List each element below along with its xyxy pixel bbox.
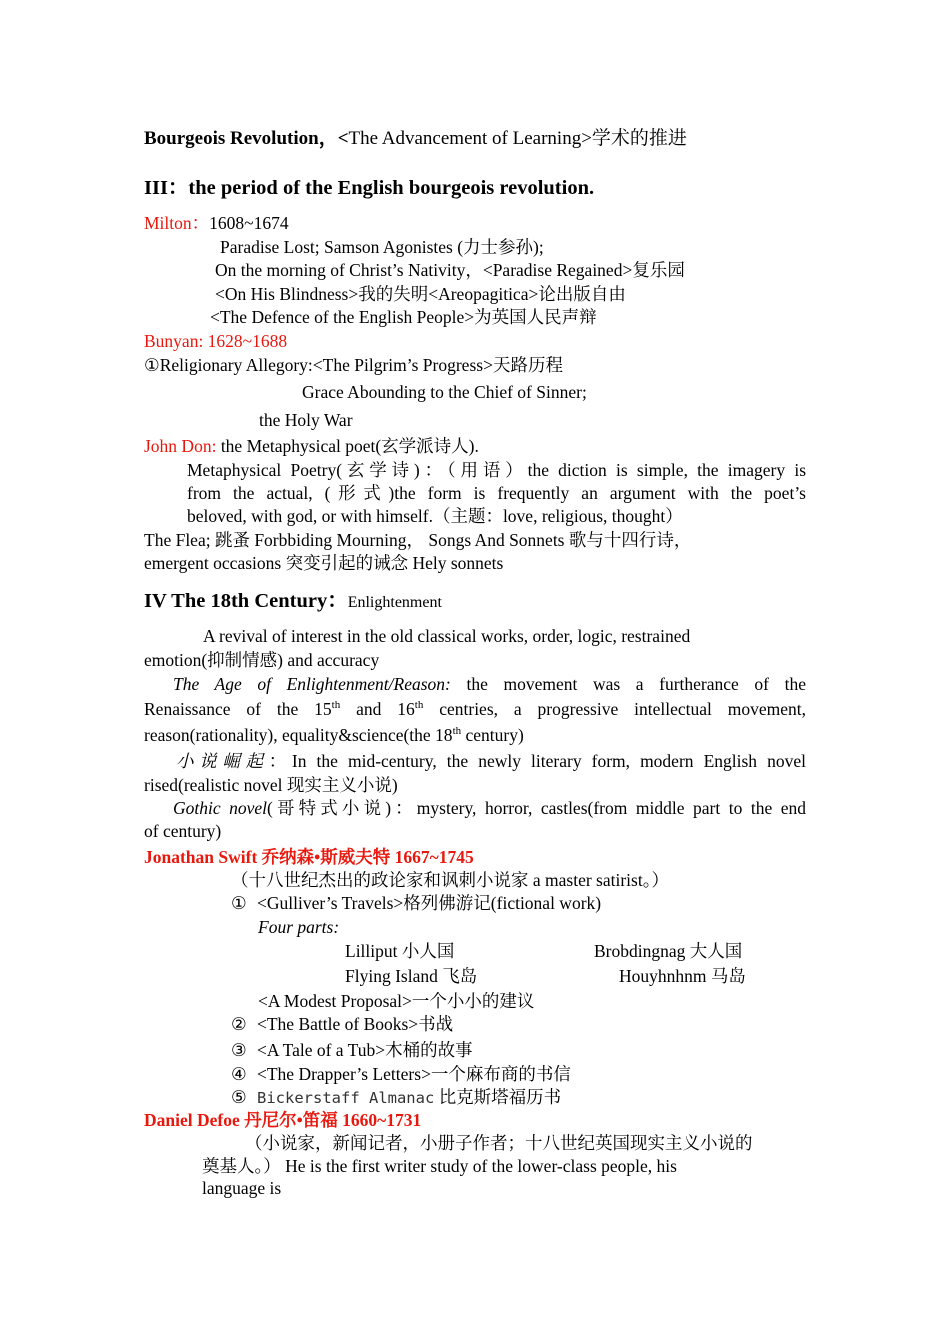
- ren-c: centries, a progressive intellectual movement,: [423, 699, 807, 719]
- bunyan-line-3: the Holy War: [259, 410, 353, 430]
- ren-a: Renaissance of the 15: [144, 699, 332, 719]
- donne-works-line-1: The Flea; 跳蚤 Forbbiding Mourning， Songs And Sonnets 歌与十四行诗，: [144, 530, 692, 550]
- donne-entry: [144, 435, 479, 457]
- bunyan-line-2: Grace Abounding to the Chief of Sinner;: [302, 382, 587, 402]
- milton-line-4: <The Defence of the English People>为英国人民声辩: [210, 307, 597, 327]
- work-title-5-cn: 比克斯塔福历书: [434, 1087, 562, 1107]
- novel-line-1: [176, 750, 806, 772]
- heading-bold: Bourgeois Revolution，<: [144, 128, 349, 149]
- swift-work-2: [231, 1013, 453, 1035]
- milton-label: Milton：: [144, 213, 210, 233]
- swift-work-1: [231, 892, 601, 914]
- novel-line-2: rised(realistic novel 现实主义小说): [144, 775, 398, 795]
- defoe-line-1: （小说家，新闻记者，小册子作者；十八世纪英国现实主义小说的: [245, 1133, 753, 1153]
- milton-years: 1608~1674: [209, 213, 289, 233]
- ren-b: and 16: [340, 699, 415, 719]
- section-heading-iii: III：the period of the English bourgeois revolution.: [144, 177, 595, 199]
- milton-line-1: Paradise Lost; Samson Agonistes (力士参孙);: [220, 237, 544, 257]
- four-parts: Four parts:: [258, 917, 340, 937]
- part-flying-island: Flying Island 飞岛: [345, 966, 478, 986]
- bunyan-label: Bunyan: 1628~1688: [144, 331, 288, 351]
- heading-bourgeois-revolution: [144, 128, 687, 150]
- heading-rest: The Advancement of Learning>学术的推进: [348, 128, 687, 149]
- defoe-line-3: language is: [202, 1178, 282, 1198]
- donne-intro: the Metaphysical poet(玄学派诗人).: [216, 436, 479, 456]
- enlight-line-2: emotion(抑制情感) and accuracy: [144, 650, 380, 670]
- renaissance-line: [144, 698, 806, 720]
- donne-para-line-3: beloved, with god, or with himself.（主题：love, religious, thought）: [187, 506, 683, 526]
- work-title-4: <The Drapper’s Letters>一个麻布商的书信: [257, 1064, 571, 1084]
- modest-proposal: <A Modest Proposal>一个小小的建议: [258, 991, 535, 1011]
- gothic-line-1: [173, 797, 806, 819]
- bunyan-line-1: ①Religionary Allegory:<The Pilgrim’s Progress>天路历程: [144, 355, 563, 375]
- age-italic: The Age of Enlightenment/Reason:: [173, 674, 451, 694]
- work-title-2: <The Battle of Books>书战: [257, 1014, 454, 1034]
- heading-iv-small: Enlightenment: [347, 594, 442, 611]
- heading-iv-bold: IV The 18th Century：: [144, 590, 348, 612]
- swift-work-4: [231, 1063, 571, 1085]
- swift-work-5: [231, 1086, 561, 1109]
- work-number-4: ④: [231, 1064, 247, 1084]
- novel-italic: 小说崛起: [176, 751, 269, 771]
- enlight-line-1: A revival of interest in the old classical works, order, logic, restrained: [203, 626, 691, 646]
- work-number-2: ②: [231, 1014, 247, 1034]
- defoe-label: Daniel Defoe 丹尼尔•笛福 1660~1731: [144, 1110, 422, 1130]
- swift-work-3: [231, 1039, 473, 1061]
- work-number-3: ③: [231, 1040, 247, 1060]
- milton-line-3: <On His Blindness>我的失明<Areopagitica>论出版自由: [215, 284, 626, 304]
- work-title-3: <A Tale of a Tub>木桶的故事: [257, 1040, 473, 1060]
- work-number-1: ①: [231, 893, 247, 913]
- age-line-1: [173, 673, 806, 695]
- defoe-line-2: 奠基人。） He is the first writer study of the lower-class people, his: [202, 1156, 677, 1176]
- work-title-5: Bickerstaff Almanac: [257, 1089, 435, 1107]
- gothic-italic: Gothic novel: [173, 798, 268, 818]
- milton-entry: [144, 212, 289, 234]
- reason-a: reason(rationality), equality&science(the 18: [144, 725, 453, 745]
- donne-label: John Don:: [144, 436, 217, 456]
- milton-line-2: On the morning of Christ’s Nativity，<Paradise Regained>复乐园: [215, 260, 685, 280]
- donne-para-line-2: from the actual, (形式)the form is frequently an argument with the poet’s: [187, 483, 806, 503]
- sup-th-1: th: [331, 699, 341, 712]
- part-houyhnhnm: Houyhnhnm 马岛: [619, 966, 746, 986]
- donne-works-line-2: emergent occasions 突变引起的诫念 Hely sonnets: [144, 553, 504, 573]
- gothic-line-2: of century): [144, 821, 222, 841]
- work-title-1: <Gulliver’s Travels>格列佛游记(fictional work): [257, 893, 602, 913]
- reason-b: century): [461, 725, 524, 745]
- age-rest: the movement was a furtherance of the: [450, 674, 806, 694]
- novel-rest: ：In the mid-century, the newly literary form, modern English novel: [268, 751, 806, 771]
- reason-line: [144, 724, 524, 746]
- swift-desc: （十八世纪杰出的政论家和讽刺小说家 a master satirist。）: [231, 870, 669, 890]
- gothic-rest: (哥特式小说)：mystery, horror, castles(from middle part to the end: [267, 798, 806, 818]
- swift-label: Jonathan Swift 乔纳森•斯威夫特 1667~1745: [144, 847, 474, 867]
- work-number-5: ⑤: [231, 1087, 247, 1107]
- sup-th-3: th: [452, 725, 462, 738]
- donne-para-line-1: Metaphysical Poetry(玄学诗)：（用语）the diction is simple, the imagery is: [187, 460, 806, 480]
- part-brobdingnag: Brobdingnag 大人国: [594, 941, 743, 961]
- sup-th-2: th: [414, 699, 424, 712]
- section-heading-iv: [144, 588, 442, 616]
- part-lilliput: Lilliput 小人国: [345, 941, 455, 961]
